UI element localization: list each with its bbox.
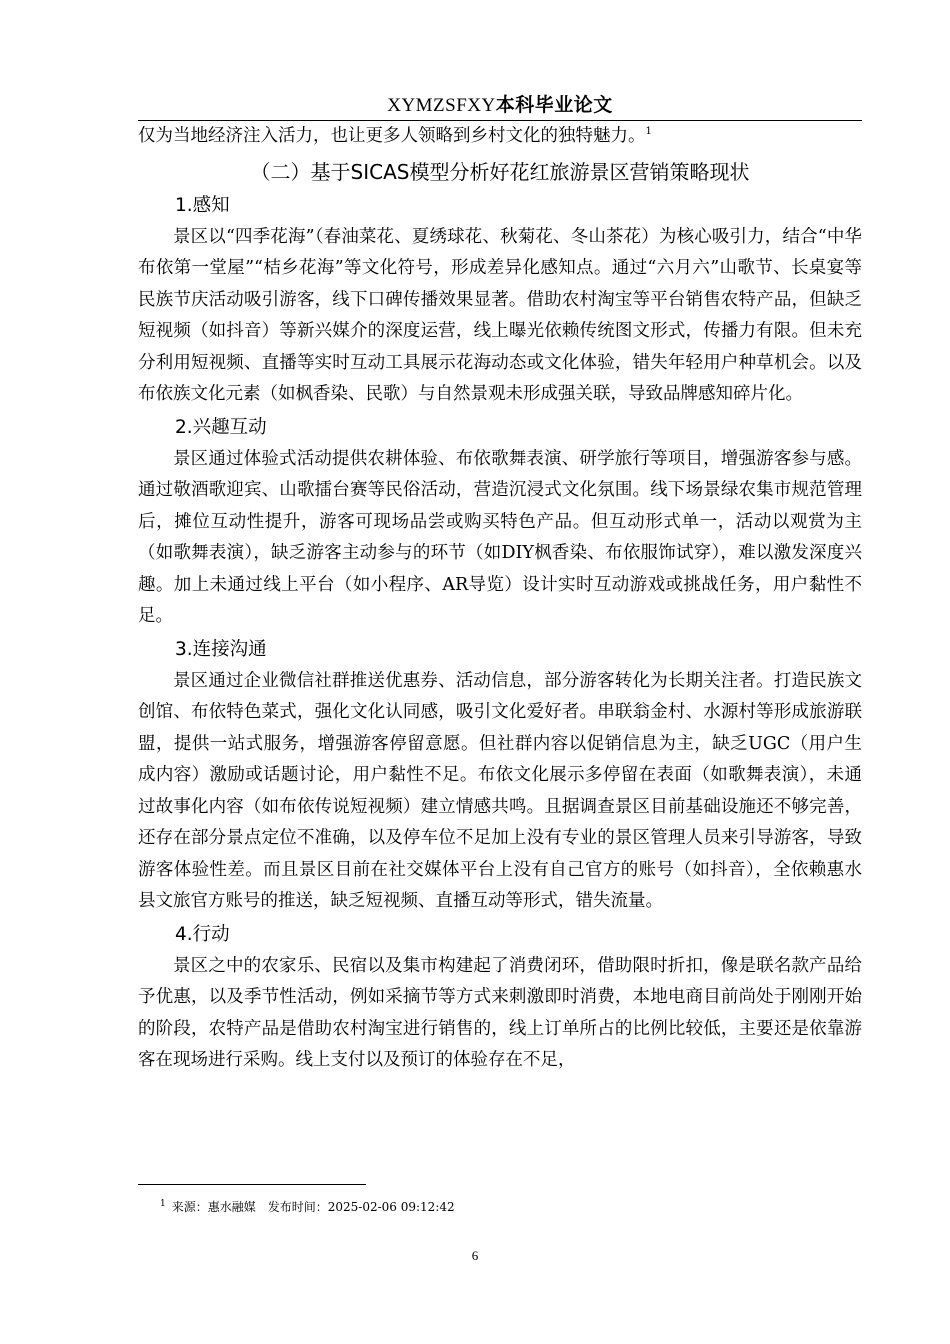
intro-paragraph xyxy=(138,121,862,153)
paragraph-connection: 景区通过企业微信社群推送优惠券、活动信息，部分游客转化为长期关注者。打造民族文创馆、布依特色菜式，强化文化认同感，吸引文化爱好者。串联翁金村、水源村等形成旅游联盟，提供一站式服务，增强游客停留意愿。但社群内容以促销信息为主，缺乏UGC（用户生成内容）激励或话题讨论，用户黏性不足。布依文化展示多停留在表面（如歌舞表演），未通过故事化内容（如布依传说短视频）建立情感共鸣。且据调查景区目前基础设施还不够完善，还存在部分景点定位不准确，以及停车位不足加上没有专业的景区管理人员来引导游客，导致游客体验性差。而且景区目前在社交媒体平台上没有自己官方的账号（如抖音），全依赖惠水县文旅官方账号的推送，缺乏短视频、直播互动等形式，错失流量。 xyxy=(138,670,862,911)
footnote-text: 来源：惠水融媒 发布时间：2025-02-06 09:12:42 xyxy=(171,1200,455,1214)
intro-text: 仅为当地经济注入活力，也让更多人领略到乡村文化的独特魅力。 xyxy=(138,126,646,146)
footnote-number: 1 xyxy=(160,1199,166,1209)
paragraph-interest: 景区通过体验式活动提供农耕体验、布依歌舞表演、研学旅行等项目，增强游客参与感。通过敬酒歌迎宾、山歌擂台赛等民俗活动，营造沉浸式文化氛围。线下场景绿农集市规范管理后，摊位互动性提升，游客可现场品尝或购买特色产品。但互动形式单一，活动以观赏为主（如歌舞表演），缺乏游客主动参与的环节（如DIY枫香染、布依服饰试穿），难以激发深度兴趣。加上未通过线上平台（如小程序、AR导览）设计实时互动游戏或挑战任务，用户黏性不足。 xyxy=(138,448,862,626)
footnote-reference[interactable]: 1 xyxy=(645,126,652,138)
main-content xyxy=(138,121,862,1077)
subsection-heading-connection: 3.连接沟通 xyxy=(175,638,267,660)
footnote-divider xyxy=(138,1184,366,1185)
subsection-heading-action: 4.行动 xyxy=(175,923,230,945)
page-number: 6 xyxy=(471,1248,479,1263)
page-header xyxy=(138,90,862,121)
subsection-heading-interest: 2.兴趣互动 xyxy=(175,416,267,438)
header-title xyxy=(387,94,613,116)
paragraph-action: 景区之中的农家乐、民宿以及集市构建起了消费闭环，借助限时折扣，像是联名款产品给予优惠，以及季节性活动，例如采摘节等方式来刺激即时消费，本地电商目前尚处于刚刚开始的阶段，农特产品是借助农村淘宝进行销售的，线上订单所占的比例比较低，主要还是依靠游客在现场进行采购。线上支付以及预订的体验存在不足， xyxy=(138,955,862,1070)
section-heading: （二）基于SICAS模型分析好花红旅游景区营销策略现状 xyxy=(250,159,750,184)
header-latin-text: XYMZSFXY xyxy=(387,95,496,116)
header-chinese-text: 本科毕业论文 xyxy=(495,94,613,116)
footnote xyxy=(160,1196,455,1215)
paragraph-perception: 景区以“四季花海”（春油菜花、夏绣球花、秋菊花、冬山茶花）为核心吸引力，结合“中华布依第一堂屋”“桔乡花海”等文化符号，形成差异化感知点。通过“六月六”山歌节、长桌宴等民族节庆活动吸引游客，线下口碑传播效果显著。借助农村淘宝等平台销售农特产品，但缺乏短视频（如抖音）等新兴媒介的深度运营，线上曝光依赖传统图文形式，传播力有限。但未充分利用短视频、直播等实时互动工具展示花海动态或文化体验，错失年轻用户种草机会。以及布依族文化元素（如枫香染、民歌）与自然景观未形成强关联，导致品牌感知碎片化。 xyxy=(138,226,862,404)
subsection-heading-perception: 1.感知 xyxy=(175,194,230,216)
